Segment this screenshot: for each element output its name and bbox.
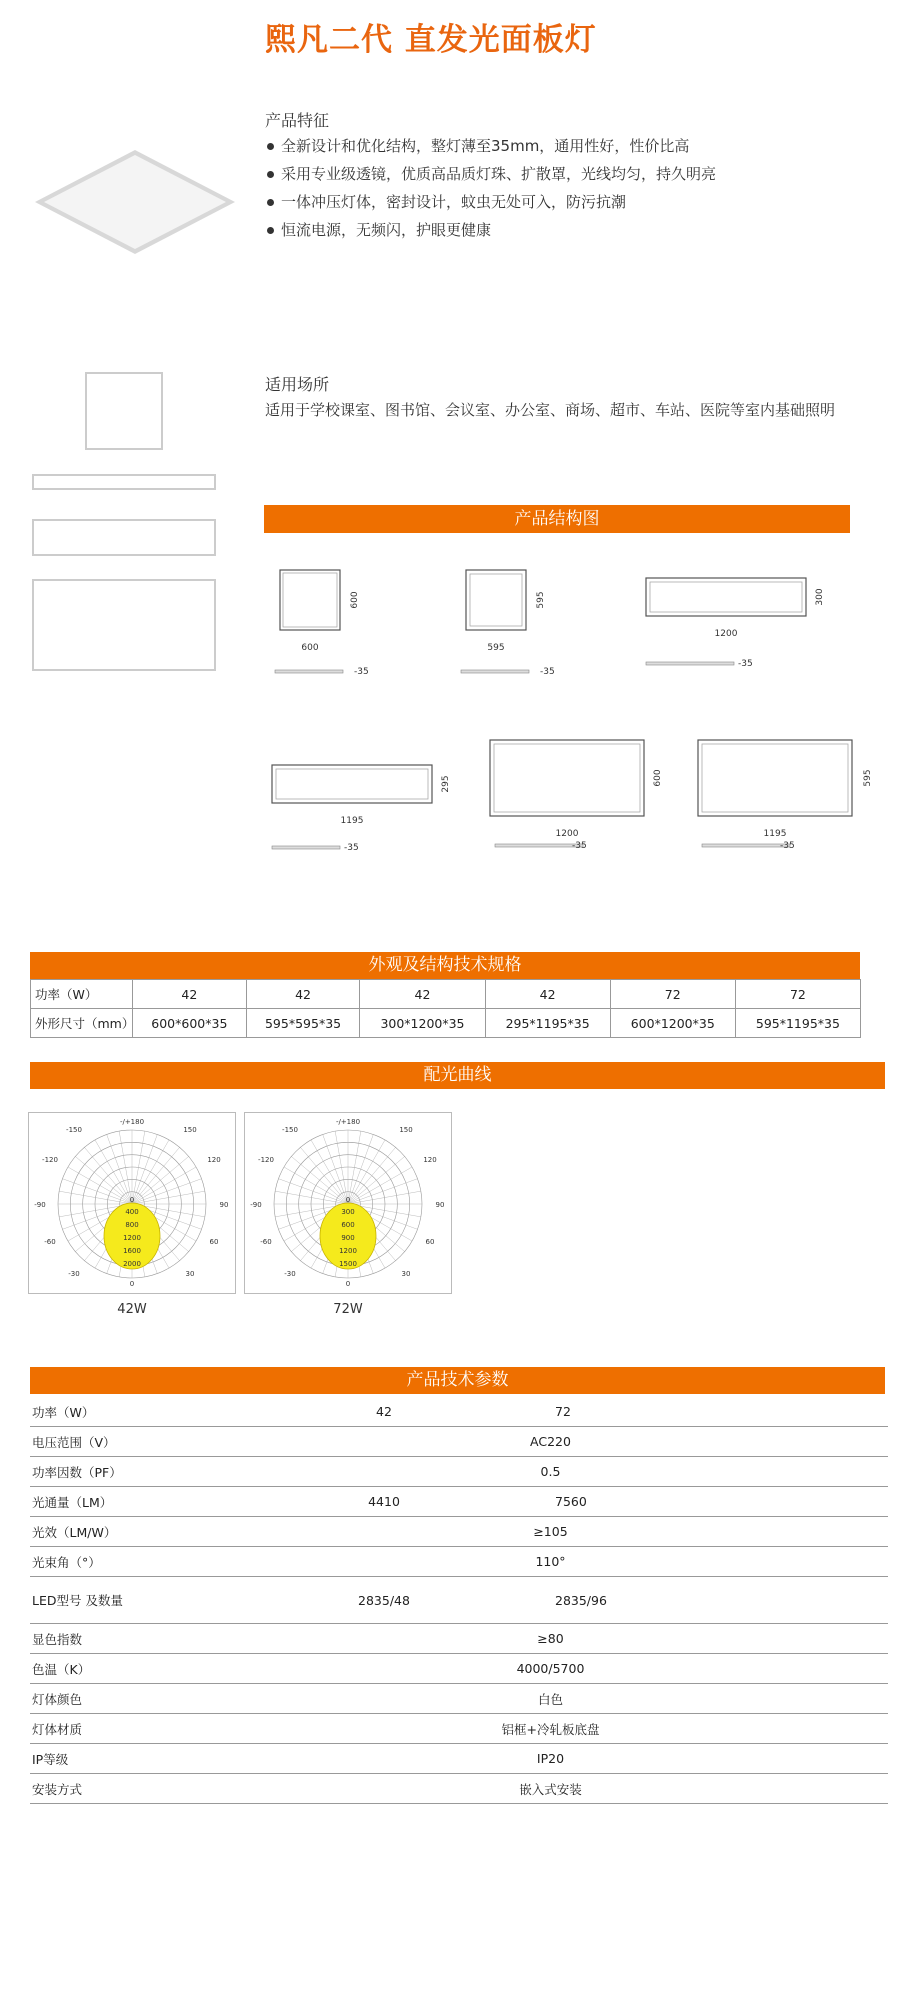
polar-label: 600 [341,1221,355,1229]
param-value-72w: 7560 [555,1487,888,1517]
param-row [30,1774,888,1804]
param-label: 光通量（LM） [30,1487,213,1517]
param-label: 光束角（°） [30,1547,213,1577]
param-row [30,1547,888,1577]
polar-label: -60 [260,1238,272,1246]
param-value: 0.5 [213,1457,888,1487]
dim-w: 595 [487,643,505,653]
table-row [31,1009,861,1038]
polar-curve-diagram [28,1112,236,1294]
dim-w: 1200 [555,829,579,839]
polar-label: 1200 [123,1234,141,1242]
polar-label: 0 [345,1196,351,1204]
param-label: 光效（LM/W） [30,1517,213,1547]
polar-label: -/+180 [335,1118,361,1126]
dim-t: -35 [572,841,587,851]
dim-h: 600 [350,591,360,609]
polar-label: 0 [129,1280,135,1288]
polar-label: -90 [34,1201,46,1209]
dim-h: 600 [653,769,663,787]
polar-label: -30 [68,1270,80,1278]
drawing-1195x295 [272,765,451,853]
param-label: 功率（W） [30,1397,213,1427]
param-label: 灯体颜色 [30,1684,213,1714]
polar-label: 1600 [123,1247,141,1255]
param-row [30,1654,888,1684]
param-value: ≥80 [213,1624,888,1654]
polar-label: 1500 [339,1260,357,1268]
polar-label: 150 [183,1126,197,1134]
param-row [30,1427,888,1457]
curves-heading: 配光曲线 [423,1065,492,1085]
param-value-42w: 42 [213,1397,555,1427]
features-list [265,132,865,244]
param-value: 110° [213,1547,888,1577]
polar-label: 2000 [123,1260,141,1268]
param-label: 灯体材质 [30,1714,213,1744]
drawing-600x600 [275,570,369,677]
power-label: 功率（W） [31,980,133,1009]
polar-label: -/+180 [119,1118,145,1126]
param-label: IP等级 [30,1744,213,1774]
param-label: LED型号 及数量 [30,1577,213,1624]
table-cell: 600*1200*35 [610,1009,735,1038]
spec-heading: 外观及结构技术规格 [368,955,522,975]
dim-h: 595 [863,769,873,787]
polar-label: 1200 [339,1247,357,1255]
polar-label: 30 [185,1270,195,1278]
dim-w: 1195 [340,816,364,826]
table-cell: 300*1200*35 [360,1009,485,1038]
drawing-1200x300 [646,578,825,669]
dim-t: -35 [540,667,555,677]
feature-item: 恒流电源，无频闪，护眼更健康 [265,216,865,244]
param-row [30,1714,888,1744]
polar-label: 0 [129,1196,135,1204]
polar-label: 30 [401,1270,411,1278]
table-cell: 42 [485,980,610,1009]
polar-label: 0 [345,1280,351,1288]
polar-label: 90 [435,1201,445,1209]
polar-label: 400 [125,1208,139,1216]
param-row [30,1577,888,1624]
polar-label: 60 [425,1238,435,1246]
curve-caption-72w: 72W [333,1302,363,1317]
param-row [30,1684,888,1714]
drawing-1195x595 [698,740,873,851]
params-heading: 产品技术参数 [406,1370,509,1390]
dim-h: 295 [441,775,451,793]
table-cell: 72 [735,980,860,1009]
dim-t: -35 [738,659,753,669]
table-cell: 595*1195*35 [735,1009,860,1038]
spec-heading-bar [30,952,860,979]
polar-label: -120 [258,1156,274,1164]
polar-label: 300 [341,1208,355,1216]
spec-table [30,979,861,1038]
polar-label: -150 [282,1126,298,1134]
dim-t: -35 [344,843,359,853]
param-value: IP20 [213,1744,888,1774]
param-label: 功率因数（PF） [30,1457,213,1487]
param-label: 色温（K） [30,1654,213,1684]
params-heading-bar [30,1367,885,1394]
table-cell: 42 [133,980,247,1009]
param-row [30,1517,888,1547]
dim-w: 1200 [714,629,738,639]
applications-heading: 适用场所 [265,375,330,394]
polar-label: 120 [423,1156,437,1164]
dim-h: 300 [815,588,825,606]
polar-label: 150 [399,1126,413,1134]
param-value: 白色 [213,1684,888,1714]
table-cell: 42 [360,980,485,1009]
page-title: 熙凡二代 直发光面板灯 [265,22,597,58]
table-cell: 42 [246,980,360,1009]
param-value-42w: 4410 [213,1487,555,1517]
structure-heading: 产品结构图 [514,509,600,529]
applications-text: 适用于学校课室、图书馆、会议室、办公室、商场、超市、车站、医院等室内基础照明 [265,401,836,419]
drawing-1200x600 [490,740,663,851]
polar-label: 60 [209,1238,219,1246]
size-label: 外形尺寸（mm） [31,1009,133,1038]
feature-item: 全新设计和优化结构，整灯薄至35mm，通用性好，性价比高 [265,132,865,160]
dim-h: 595 [536,591,546,609]
param-value: 铝框+冷轧板底盘 [213,1714,888,1744]
param-row [30,1457,888,1487]
table-cell: 295*1195*35 [485,1009,610,1038]
param-value: ≥105 [213,1517,888,1547]
structure-drawings [270,560,880,860]
param-value-72w: 2835/96 [555,1577,888,1624]
polar-label: 90 [219,1201,229,1209]
table-cell: 72 [610,980,735,1009]
param-label: 电压范围（V） [30,1427,213,1457]
structure-heading-bar [264,505,850,533]
table-row [31,980,861,1009]
dim-w: 600 [301,643,319,653]
polar-label: -150 [66,1126,82,1134]
curves-heading-bar [30,1062,885,1089]
polar-label: -90 [250,1201,262,1209]
param-value-42w: 2835/48 [213,1577,555,1624]
dim-t: -35 [354,667,369,677]
feature-item: 一体冲压灯体，密封设计，蚊虫无处可入，防污抗潮 [265,188,865,216]
param-value-72w: 72 [555,1397,888,1427]
panel-thumbnails [30,370,220,690]
polar-label: 120 [207,1156,221,1164]
params-table [30,1397,888,1804]
param-row [30,1744,888,1774]
dim-w: 1195 [763,829,787,839]
polar-label: -30 [284,1270,296,1278]
param-row [30,1487,888,1517]
features-heading: 产品特征 [265,111,330,130]
polar-curve-diagram [244,1112,452,1294]
drawing-595x595 [461,570,555,677]
polar-label: 800 [125,1221,139,1229]
param-label: 显色指数 [30,1624,213,1654]
table-cell: 595*595*35 [246,1009,360,1038]
param-row [30,1397,888,1427]
panel-perspective-image [30,148,240,258]
param-label: 安装方式 [30,1774,213,1804]
feature-item: 采用专业级透镜，优质高品质灯珠、扩散罩，光线均匀，持久明亮 [265,160,865,188]
param-row [30,1624,888,1654]
param-value: 嵌入式安装 [213,1774,888,1804]
dim-t: -35 [780,841,795,851]
table-cell: 600*600*35 [133,1009,247,1038]
polar-label: -60 [44,1238,56,1246]
param-value: AC220 [213,1427,888,1457]
param-value: 4000/5700 [213,1654,888,1684]
polar-label: 900 [341,1234,355,1242]
polar-label: -120 [42,1156,58,1164]
curve-caption-42w: 42W [117,1302,147,1317]
